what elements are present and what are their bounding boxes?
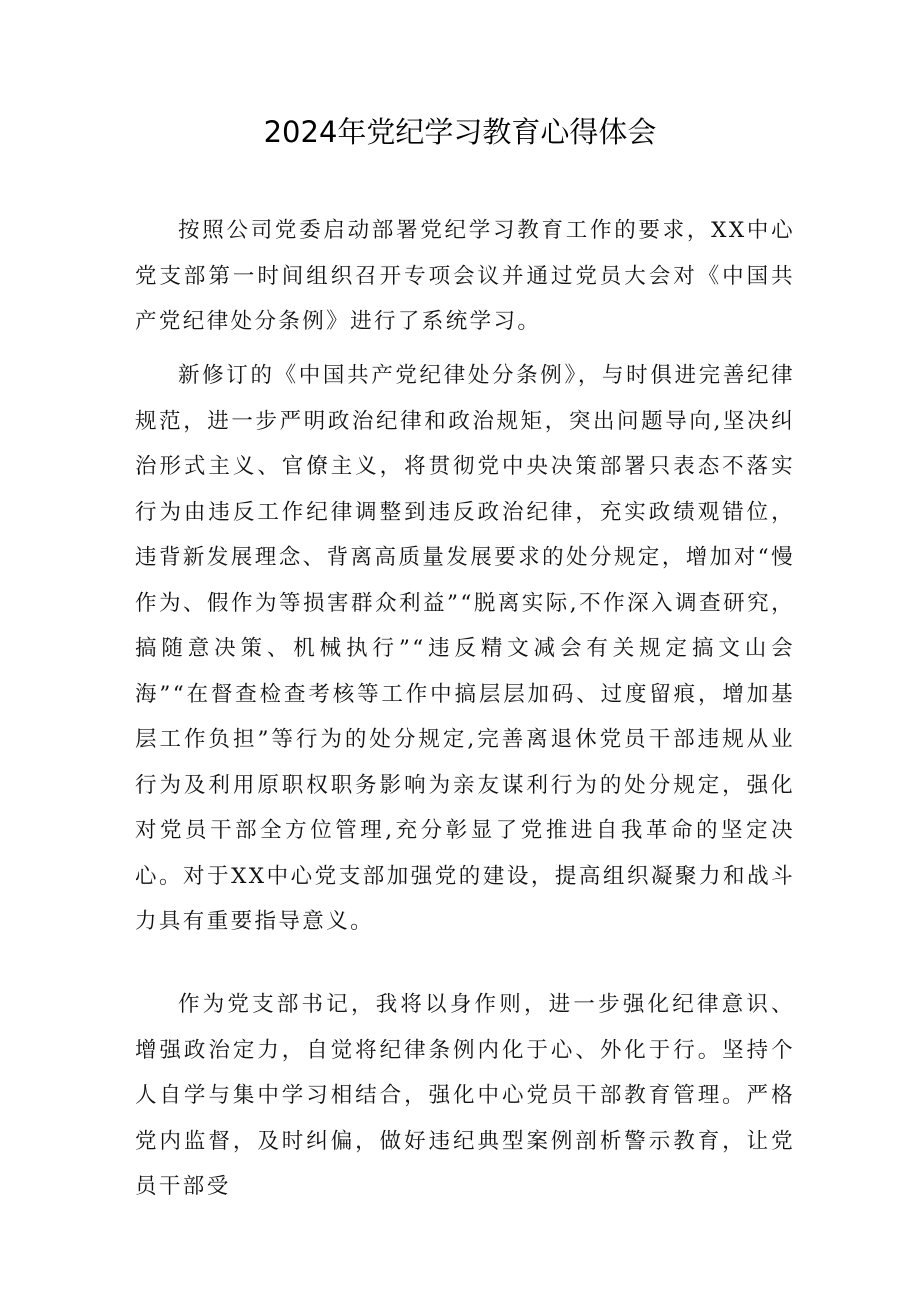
document-title: 2024年党纪学习教育心得体会 — [263, 115, 657, 149]
paragraph-3: 作为党支部书记，我将以身作则，进一步强化纪律意识、增强政治定力，自觉将纪律条例内化于心、外化于行。坚持个人自学与集中学习相结合，强化中心党员干部教育管理。严格党内监督，及时纠偏，做好违纪典型案例剖析警示教育，让党员干部受 — [135, 992, 795, 1199]
paragraph-1: 按照公司党委启动部署党纪学习教育工作的要求，XX中心党支部第一时间组织召开专项会议并通过党员大会对《中国共产党纪律处分条例》进行了系统学习。 — [135, 218, 795, 334]
paragraph-2: 新修订的《中国共产党纪律处分条例》，与时俱进完善纪律规范，进一步严明政治纪律和政治规矩，突出问题导向,坚决纠治形式主义、官僚主义，将贯彻党中央决策部署只表态不落实行为由违反工作纪律调整到违反政治纪律，充实政绩观错位，违背新发展理念、背离高质量发展要求的处分规定，增加对“慢作为、假作为等损害群众利益”“脱离实际,不作深入调查研究，搞随意决策、机械执行”“违反精文减会有关规定搞文山会海”“在督查检查考核等工作中搞层层加码、过度留痕，增加基层工作负担”等行为的处分规定,完善离退休党员干部违规从业行为及利用原职权职务影响为亲友谋利行为的处分规定，强化对党员干部全方位管理,充分彰显了党推进自我革命的坚定决心。对于XX中心党支部加强党的建设，提高组织凝聚力和战斗力具有重要指导意义。 — [135, 363, 795, 934]
